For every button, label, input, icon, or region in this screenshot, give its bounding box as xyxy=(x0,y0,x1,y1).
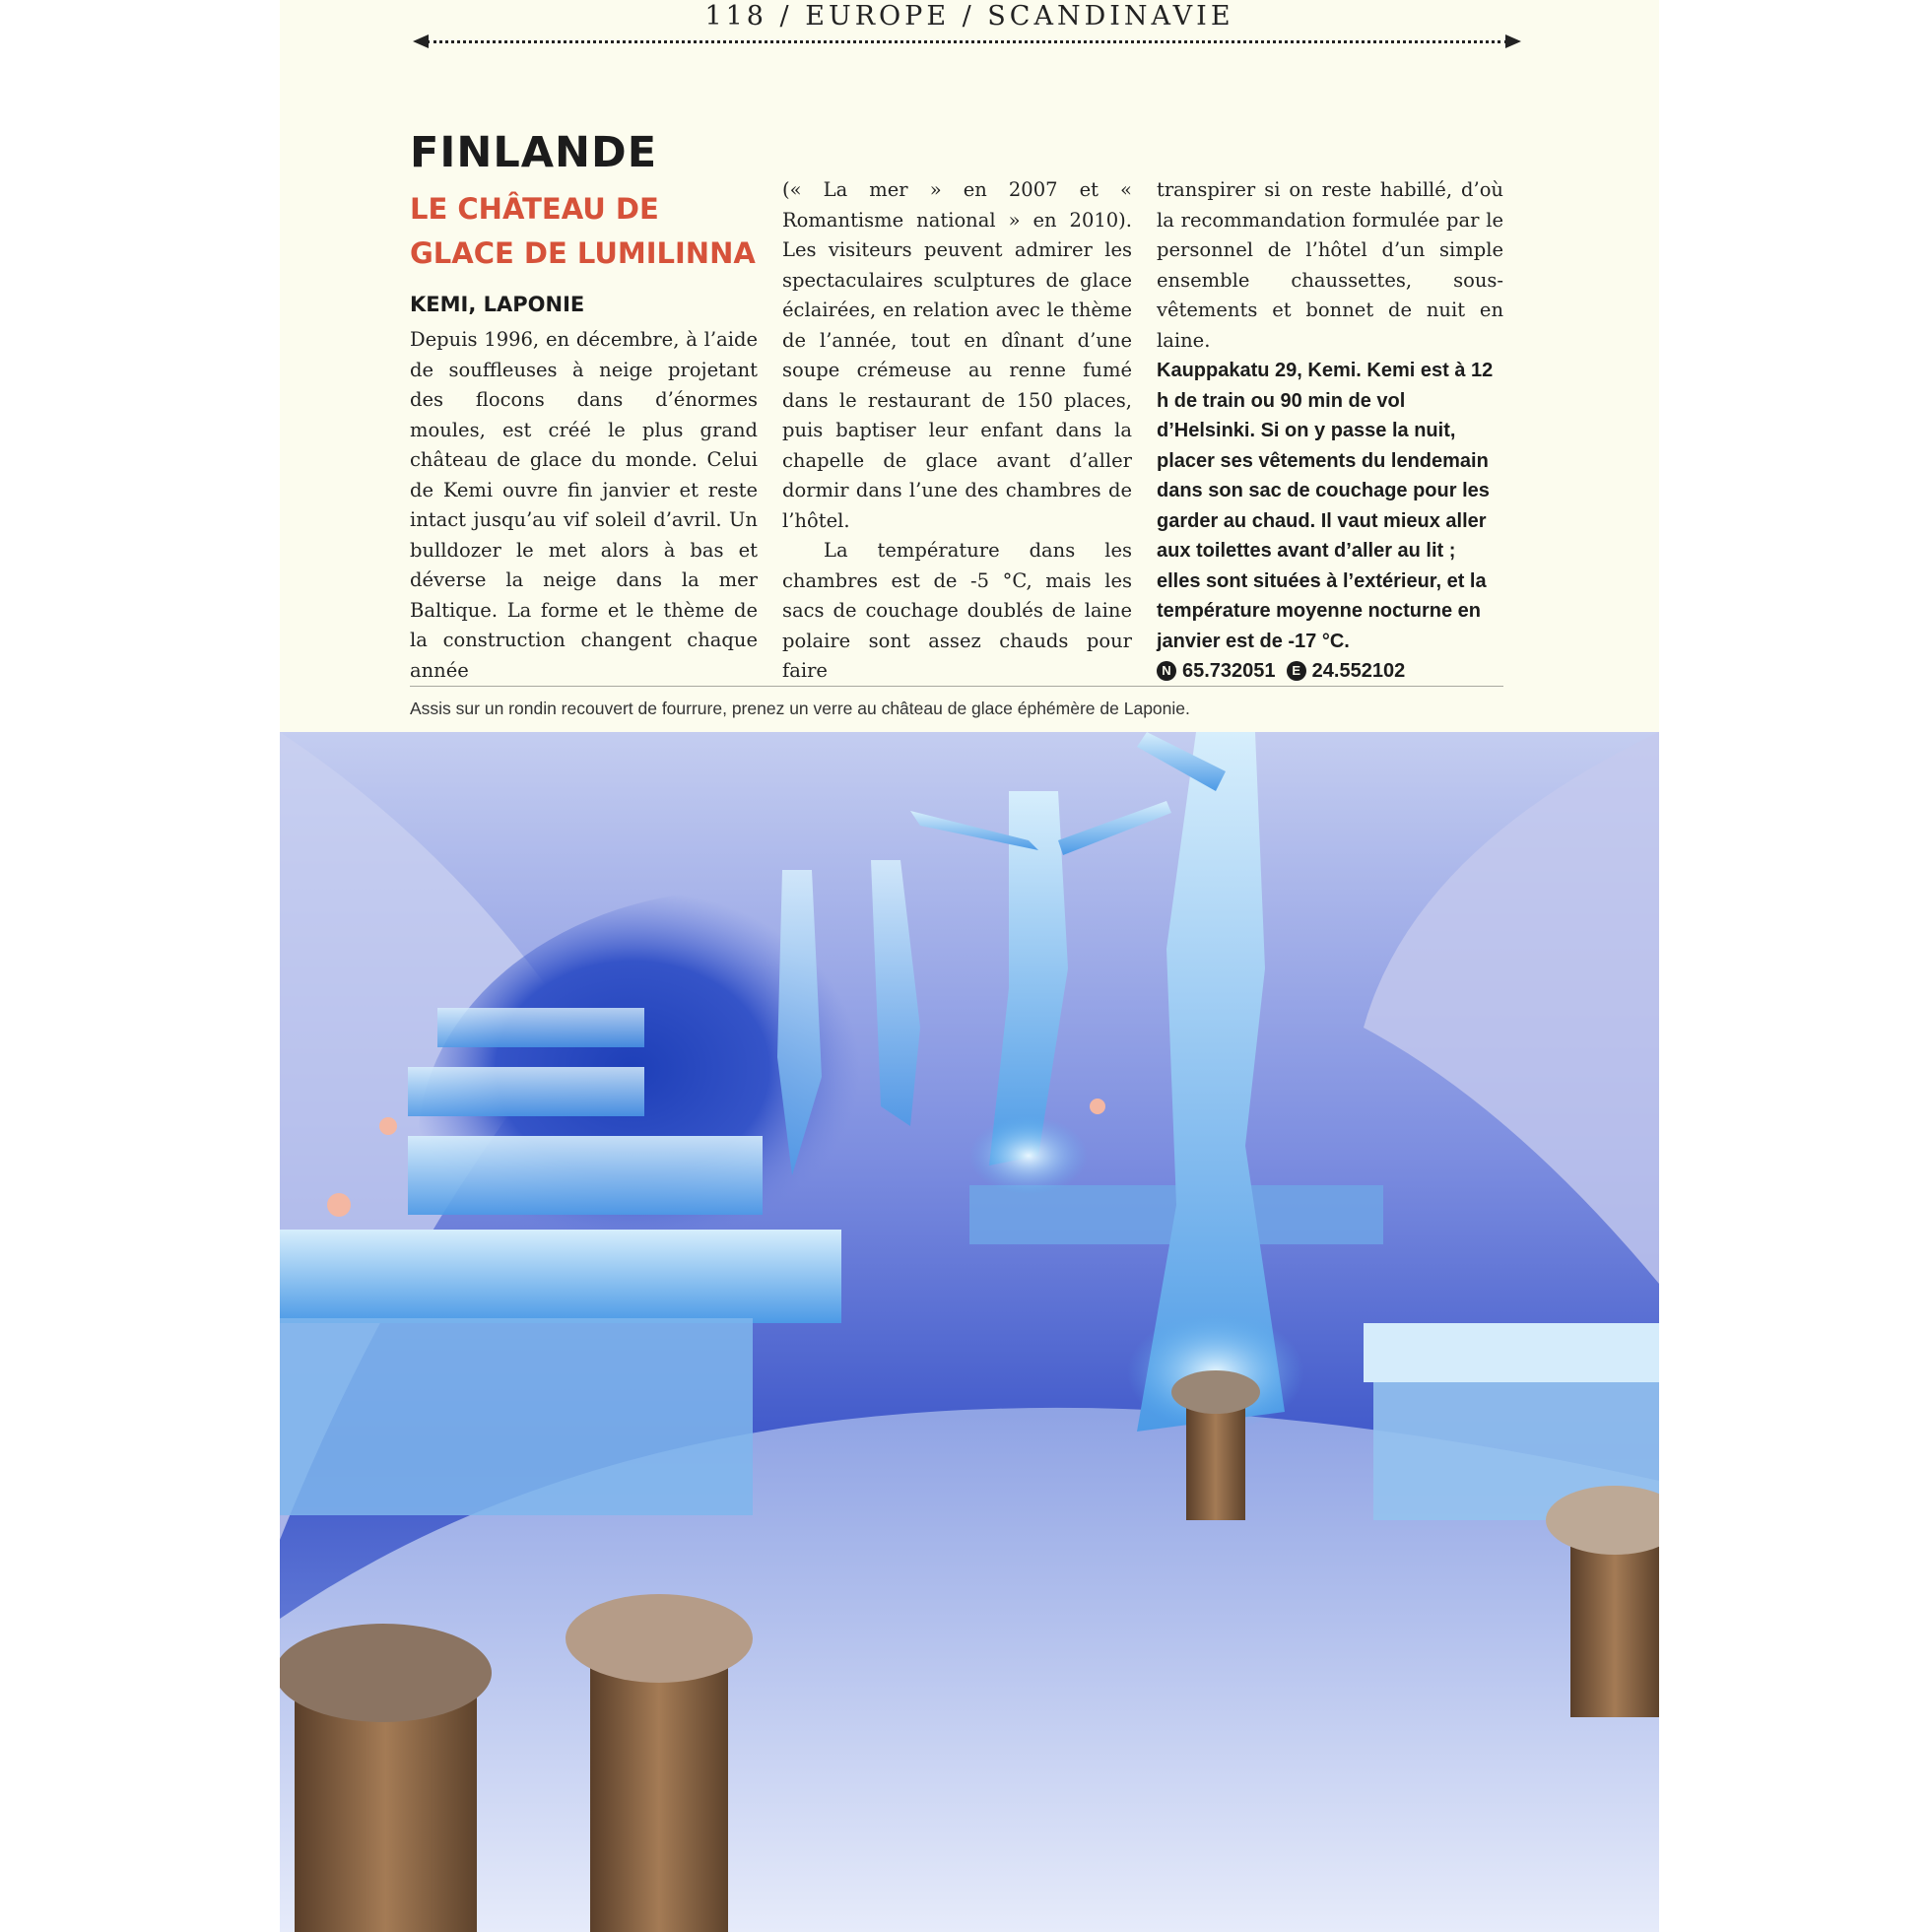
article-title xyxy=(410,187,765,276)
gps-coordinates xyxy=(1157,656,1503,686)
paragraph-2-part-1: La température dans les chambres est de -5 °C, mais les sacs de couchage doublés de laine polaire sont assez chauds pour faire xyxy=(782,539,1132,682)
ice-table-right-top xyxy=(1364,1323,1659,1382)
paragraph-2-part-2: transpirer si on reste habillé, d’où la recommandation formulée par le personnel de l’hôtel d’un simple ensemble chaussettes, sous-vêtements et bonnet de nuit en laine. xyxy=(1157,178,1503,352)
photo-caption: Assis sur un rondin recouvert de fourrure, prenez un verre au château de glace éphémère de Laponie. xyxy=(410,699,1190,718)
ice-castle-photo xyxy=(280,732,1659,1932)
location-label: KEMI, LAPONIE xyxy=(410,293,585,316)
lantern xyxy=(327,1193,351,1217)
east-badge-icon: E xyxy=(1287,661,1306,681)
dotted-rule xyxy=(413,39,1521,43)
ice-table-front xyxy=(280,1318,753,1515)
coord-east: 24.552102 xyxy=(1311,660,1406,682)
text-column-2 xyxy=(782,175,1132,687)
paragraph-1-part-2: (« La mer » en 2007 et « Romantisme national » en 2010). Les visiteurs peuvent admirer les spectaculaires sculptures de glace éclairées, en relation avec le thème de l’année, tout en dînant d’une soupe crémeuse au renne fumé dans le restaurant de 150 places, puis baptiser leur enfant dans la chapelle de glace avant d’aller dormir dans l’une des chambres de l’hôtel. xyxy=(782,178,1132,532)
dotted-line xyxy=(427,40,1507,43)
light-glow xyxy=(969,1116,1088,1195)
ice-table xyxy=(280,1230,841,1323)
country-heading: FINLANDE xyxy=(410,128,658,177)
ice-table xyxy=(408,1067,644,1116)
lantern xyxy=(379,1117,397,1135)
wooden-stump xyxy=(590,1648,728,1932)
wooden-stump xyxy=(1186,1402,1245,1520)
arrow-right-icon xyxy=(1505,34,1521,48)
ice-table xyxy=(437,1008,644,1047)
north-badge-icon: N xyxy=(1157,661,1176,681)
text-column-3 xyxy=(1157,175,1503,686)
lantern xyxy=(1090,1099,1105,1114)
wooden-stump xyxy=(1570,1530,1659,1717)
practical-info: Kauppakatu 29, Kemi. Kemi est à 12 h de train ou 90 min de vol d’Helsinki. Si on y passe la nuit, placer ses vêtements du lendemain dans son sac de couchage pour les garder au chaud. Il vaut mieux aller aux toilettes avant d’aller au lit ; elles sont situées à l’extérieur, et la température moyenne nocturne en janvier est de -17 °C. xyxy=(1157,360,1494,652)
text-column-1 xyxy=(410,325,758,686)
fur-seat xyxy=(1171,1370,1260,1414)
running-head: 118 / EUROPE / SCANDINAVIE xyxy=(704,1,1234,32)
article-title-line-1: LE CHÂTEAU DE xyxy=(410,192,659,226)
fur-seat xyxy=(566,1594,753,1683)
fur-seat xyxy=(280,1624,492,1722)
article-title-line-2: GLACE DE LUMILINNA xyxy=(410,236,756,270)
paragraph-1-part-1: Depuis 1996, en décembre, à l’aide de souffleuses à neige projetant des flocons dans d’énormes moules, est créé le plus grand château de glace du monde. Celui de Kemi ouvre fin janvier et reste intact jusqu’au vif soleil d’avril. Un bulldozer le met alors à bas et déverse la neige dans la mer Baltique. La forme et le thème de la construction changent chaque année xyxy=(410,328,758,682)
coord-north: 65.732051 xyxy=(1182,660,1276,682)
caption-divider xyxy=(410,686,1503,687)
ice-table xyxy=(408,1136,763,1215)
